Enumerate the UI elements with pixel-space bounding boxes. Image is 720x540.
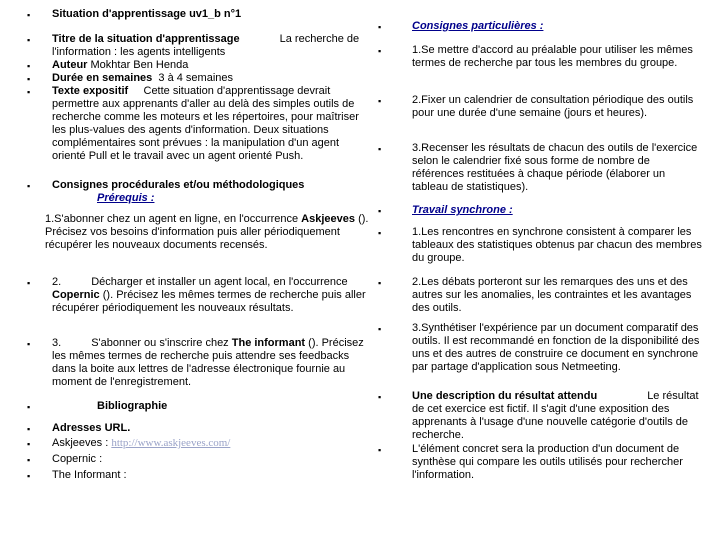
bullet-icon: ▪ xyxy=(27,35,31,45)
bullet-icon: ▪ xyxy=(27,424,31,434)
consigne-2: 2.Fixer un calendrier de consultation périodique des outils pour une durée d'une semaine (jours et heures). xyxy=(412,94,694,119)
titre-value: La recherche de l'information : les agents intelligents xyxy=(52,33,360,58)
step-1 xyxy=(45,213,370,252)
consignes-item xyxy=(52,179,370,192)
step-3-num: 3. xyxy=(52,337,62,349)
bullet-icon: ▪ xyxy=(378,445,382,455)
bullet-icon: ▪ xyxy=(378,96,382,106)
bullet-icon: ▪ xyxy=(27,455,31,465)
step-1-text-a: 1.S'abonner chez un agent en ligne, en l'occurrence xyxy=(45,213,299,225)
bullet-icon: ▪ xyxy=(378,22,382,32)
description-item xyxy=(412,390,704,442)
synchrone-3: 3.Synthétiser l'expérience par un document comparatif des outils. Il est recommandé en fonction de la disponibilité des uns et des autres de construire ce document en synchrone par partage d'application sous Netmeeting. xyxy=(412,322,700,373)
bullet-icon: ▪ xyxy=(27,61,31,71)
askjeeves-link[interactable]: http://www.askjeeves.com/ xyxy=(111,437,231,449)
askjeeves-item xyxy=(52,437,230,450)
copernic-item: Copernic : xyxy=(52,453,103,465)
step-1-agent: Askjeeves xyxy=(301,213,355,225)
duree-value: 3 à 4 semaines xyxy=(158,72,234,84)
texte-item xyxy=(52,85,370,163)
texte-value: Cette situation d'apprentissage devrait permettre aux apprenants d'aller au delà des simples outils de recherche comme les moteurs et les répertoires, pour maîtriser les plus-values des agents d'information. Deux situations complémentaires sont prévues : la manipulation d'un agent orienté Pull et le travail avec un agent orienté Push. xyxy=(52,85,359,162)
bullet-icon: ▪ xyxy=(378,392,382,402)
element-concret: L'élément concret sera la production d'un document de synthèse qui compare les outils utilisés pour rechercher l'information. xyxy=(412,443,683,481)
bullet-icon: ▪ xyxy=(378,46,382,56)
bullet-icon: ▪ xyxy=(27,339,31,349)
bibliographie-heading xyxy=(97,400,167,413)
bullet-icon: ▪ xyxy=(27,181,31,191)
step-2-text-b: (). Précisez les mêmes termes de recherche puis aller récupérer périodiquement les nouveaux résultats. xyxy=(52,289,366,314)
prerequis-link[interactable]: Prérequis : xyxy=(97,192,155,204)
adresses-heading xyxy=(52,422,130,435)
synchrone-2: 2.Les débats porteront sur les remarques des uns et des autres sur les anomalies, les contraintes et les avantages des outils. xyxy=(412,276,692,314)
bullet-icon: ▪ xyxy=(378,144,382,154)
bullet-icon: ▪ xyxy=(27,278,31,288)
bullet-icon: ▪ xyxy=(27,87,31,97)
adresses-text: Adresses URL. xyxy=(52,422,131,434)
bullet-icon: ▪ xyxy=(27,10,31,20)
bullet-icon: ▪ xyxy=(27,471,31,481)
duree-item xyxy=(52,72,370,85)
auteur-value: Mokhtar Ben Henda xyxy=(90,59,189,71)
synchrone-1: 1.Les rencontres en synchrone consistent à comparer les tableaux des statistiques obtenus par chacun des membres du groupe. xyxy=(412,226,702,264)
step-3-text-b: (). Précisez les mêmes termes de recherche puis attendre ses feedbacks dans la boite aux lettres de l'adresse électronique fournie au moment de l'enregistrement. xyxy=(52,337,364,388)
description-value: Le résultat de cet exercice est fictif. Il s'agit d'une exposition des apprenants à l'usage d'une nouvelle catégorie d'outils de recherche. xyxy=(412,390,699,441)
step-3-agent: The informant xyxy=(231,337,306,349)
step-1-text-b: (). Précisez vos besoins d'information puis aller périodiquement récupérer les nouveaux documents recensés. xyxy=(45,213,369,251)
description-label: Une description du résultat attendu xyxy=(412,390,598,402)
auteur-label: Auteur xyxy=(52,59,88,71)
consigne-1: 1.Se mettre d'accord au préalable pour utiliser les mêmes termes de recherche par tous les membres du groupe. xyxy=(412,44,693,69)
informant-item: The Informant : xyxy=(52,469,127,481)
consignes-label: Consignes procédurales et/ou méthodologiques xyxy=(52,179,305,191)
doc-title xyxy=(52,8,370,21)
texte-label: Texte expositif xyxy=(52,85,129,97)
step-2-text-a: Décharger et installer un agent local, en l'occurrence xyxy=(91,276,348,288)
step-2-num: 2. xyxy=(52,276,62,288)
bullet-icon: ▪ xyxy=(378,278,382,288)
travail-synchrone-link[interactable]: Travail synchrone : xyxy=(412,204,513,216)
bullet-icon: ▪ xyxy=(27,402,31,412)
duree-label: Durée en semaines xyxy=(52,72,153,84)
titre-item xyxy=(52,33,370,59)
bibliographie-text: Bibliographie xyxy=(97,400,168,412)
doc-title-text: Situation d'apprentissage uv1_b n°1 xyxy=(52,8,242,20)
askjeeves-label: Askjeeves : xyxy=(52,437,109,449)
step-2-agent: Copernic xyxy=(52,289,100,301)
consigne-3: 3.Recenser les résultats de chacun des outils de l'exercice selon le calendrier fixé sous forme de nombre de références restituées à chaque période (élaborer un tableau de statistiques). xyxy=(412,142,698,193)
bullet-icon: ▪ xyxy=(378,228,382,238)
consignes-particulieres-link[interactable]: Consignes particulières : xyxy=(412,20,544,32)
step-3-text-a: S'abonner ou s'inscrire chez xyxy=(91,337,229,349)
bullet-icon: ▪ xyxy=(27,74,31,84)
bullet-icon: ▪ xyxy=(378,324,382,334)
titre-label: Titre de la situation d'apprentissage xyxy=(52,33,240,45)
step-3 xyxy=(52,337,370,389)
bullet-icon: ▪ xyxy=(27,439,31,449)
bullet-icon: ▪ xyxy=(378,206,382,216)
step-2 xyxy=(52,276,370,315)
auteur-item xyxy=(52,59,370,72)
